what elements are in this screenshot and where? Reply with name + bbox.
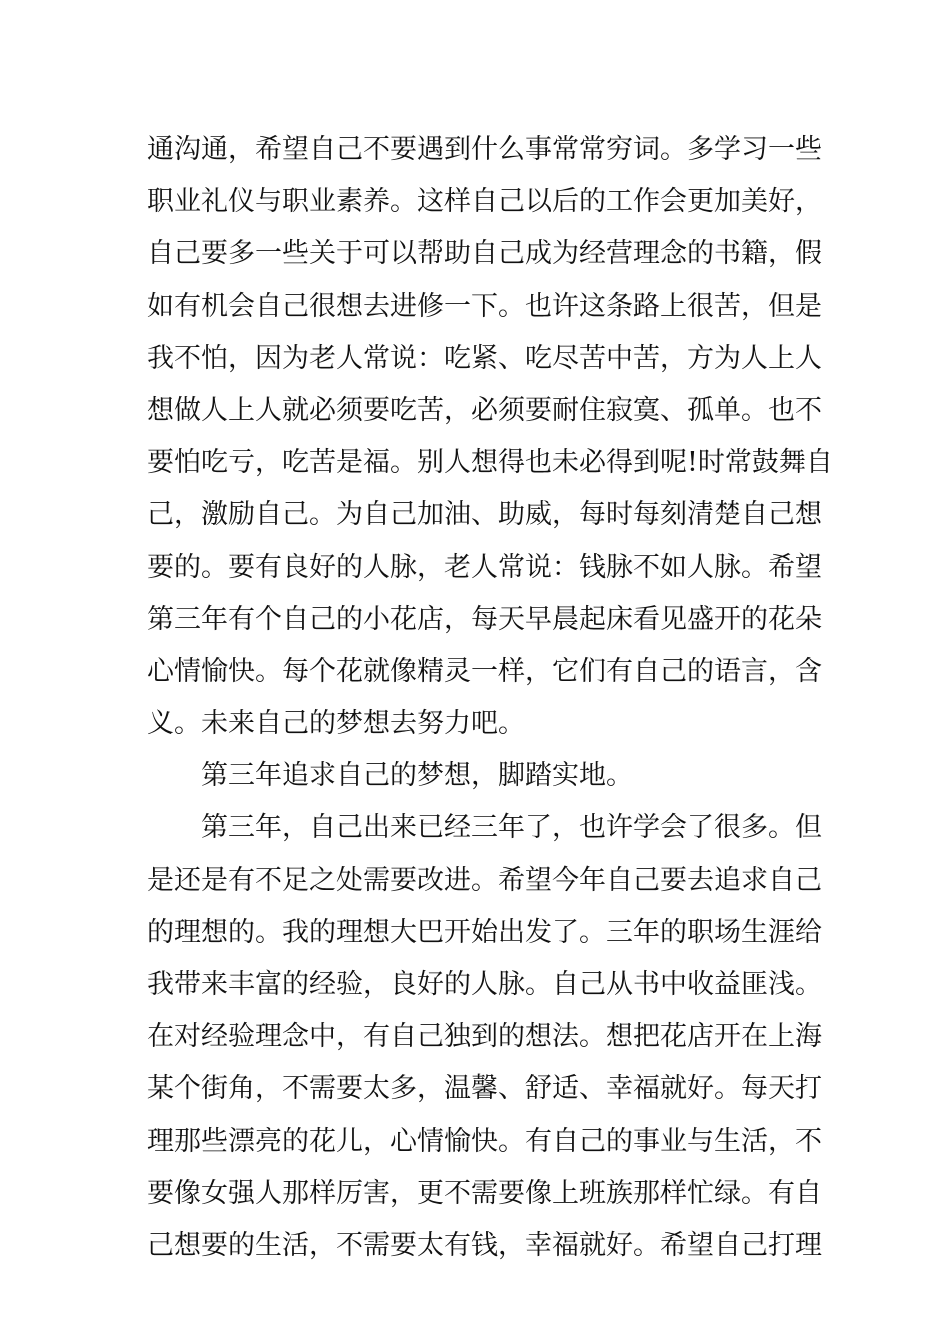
text-line: 是还是有不足之处需要改进。希望今年自己要去追求自己 bbox=[147, 864, 822, 896]
paragraph-first-line: 第三年，自己出来已经三年了，也许学会了很多。但 bbox=[201, 812, 822, 844]
text-line: 自己要多一些关于可以帮助自己成为经营理念的书籍，假 bbox=[147, 238, 822, 270]
text-line: 心情愉快。每个花就像精灵一样，它们有自己的语言，含 bbox=[147, 655, 822, 687]
text-line: 己，激励自己。为自己加油、助威，每时每刻清楚自己想 bbox=[147, 499, 822, 531]
text-line: 理那些漂亮的花儿，心情愉快。有自己的事业与生活，不 bbox=[147, 1125, 822, 1157]
text-line: 己想要的生活，不需要太有钱，幸福就好。希望自己打理 bbox=[147, 1229, 822, 1261]
text-line: 要怕吃亏，吃苦是福。别人想得也未必得到呢!时常鼓舞自 bbox=[147, 447, 833, 479]
text-line: 在对经验理念中，有自己独到的想法。想把花店开在上海 bbox=[147, 1021, 822, 1053]
text-line: 要的。要有良好的人脉，老人常说：钱脉不如人脉。希望 bbox=[147, 551, 822, 583]
document-body bbox=[147, 124, 833, 1272]
text-line: 我带来丰富的经验，良好的人脉。自己从书中收益匪浅。 bbox=[147, 969, 822, 1000]
text-line: 义。未来自己的梦想去努力吧。 bbox=[147, 708, 525, 740]
text-line: 职业礼仪与职业素养。这样自己以后的工作会更加美好， bbox=[147, 186, 822, 218]
text-line: 想做人上人就必须要吃苦，必须要耐住寂寞、孤单。也不 bbox=[147, 394, 822, 426]
text-line: 某个街角，不需要太多，温馨、舒适、幸福就好。每天打 bbox=[147, 1073, 822, 1105]
text-line: 第三年有个自己的小花店，每天早晨起床看见盛开的花朵 bbox=[147, 603, 822, 635]
text-line: 要像女强人那样厉害，更不需要像上班族那样忙绿。有自 bbox=[147, 1177, 822, 1209]
text-line: 我不怕，因为老人常说：吃紧、吃尽苦中苦，方为人上人 bbox=[147, 342, 822, 374]
text-line: 通沟通，希望自己不要遇到什么事常常穷词。多学习一些 bbox=[147, 134, 822, 165]
text-line: 如有机会自己很想去进修一下。也许这条路上很苦，但是 bbox=[147, 290, 822, 322]
section-heading-line: 第三年追求自己的梦想，脚踏实地。 bbox=[201, 760, 633, 792]
text-line: 的理想的。我的理想大巴开始出发了。三年的职场生涯给 bbox=[147, 916, 822, 948]
